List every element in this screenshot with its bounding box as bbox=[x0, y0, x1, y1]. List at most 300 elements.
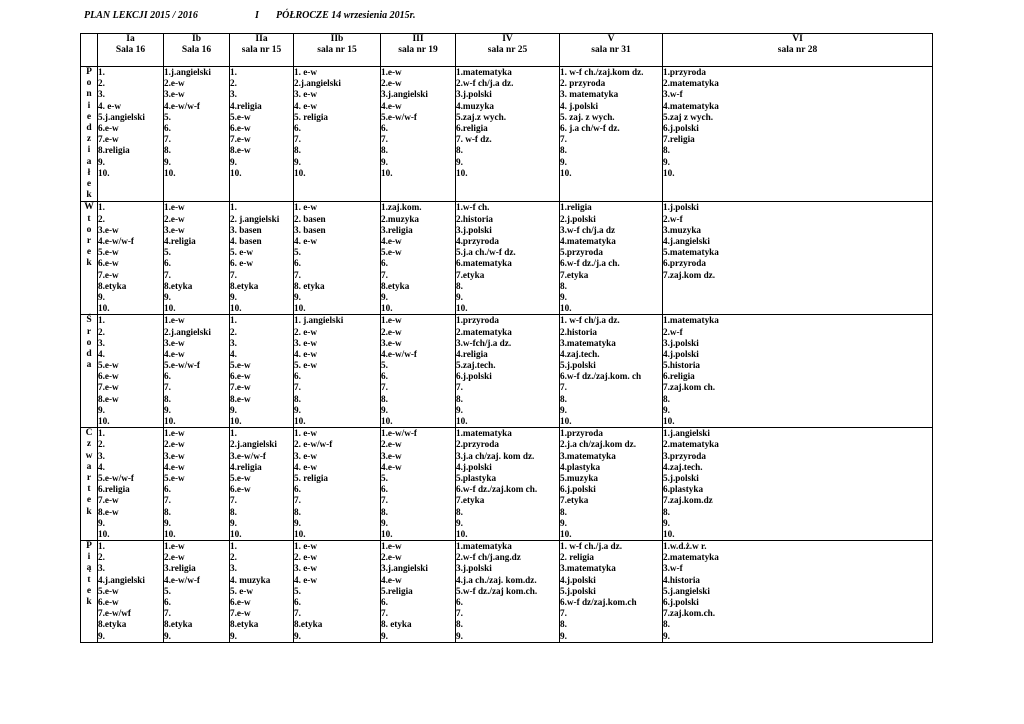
lesson-entry: 10. bbox=[663, 167, 675, 178]
lesson-entry: 7.e-w bbox=[98, 495, 119, 506]
schedule-cell bbox=[560, 541, 663, 643]
schedule-cell bbox=[98, 67, 164, 202]
lesson-entry: 1. e-w bbox=[294, 67, 317, 77]
lesson-entry: 10. bbox=[560, 167, 572, 178]
lesson-entry: 5.j.a ch./w-f dz. bbox=[456, 247, 516, 258]
lesson-entry: 4. e-w bbox=[98, 100, 121, 111]
lesson-entry: 7.etyka bbox=[560, 269, 589, 280]
class-header bbox=[164, 34, 230, 67]
day-letter: k bbox=[86, 597, 92, 608]
lesson-entry: 8. etyka bbox=[294, 280, 325, 291]
lesson-entry: 8.religia bbox=[98, 145, 130, 156]
class-header-row bbox=[81, 34, 933, 67]
lesson-entry: 2.e-w bbox=[164, 552, 185, 563]
lesson-entry: 9. bbox=[456, 404, 463, 415]
lesson-entry: 3. bbox=[230, 563, 237, 574]
lesson-entry: 9. bbox=[381, 517, 388, 528]
lesson-entry: 10. bbox=[230, 303, 242, 314]
lesson-entry: 1. j.angielski bbox=[294, 315, 344, 326]
lesson-entry: 6. bbox=[381, 597, 388, 607]
lesson-entry: 6.przyroda bbox=[663, 258, 706, 269]
lesson-entry: 5. bbox=[294, 247, 301, 258]
lesson-entry: 2. przyroda bbox=[560, 78, 606, 89]
timetable-body bbox=[81, 67, 933, 643]
lesson-entry: 9. bbox=[294, 517, 301, 528]
lesson-entry: 1.w-f ch. bbox=[456, 202, 490, 213]
lesson-entry: 9. bbox=[294, 291, 301, 302]
lesson-entry: 6.religia bbox=[456, 122, 488, 133]
lesson-entry: 5. e-w bbox=[230, 247, 253, 258]
lesson-entry: 3.religia bbox=[381, 224, 413, 235]
lesson-entry: 7. w-f dz. bbox=[456, 134, 492, 145]
day-label bbox=[81, 428, 98, 541]
lesson-entry: 2.j.a ch/zaj.kom dz. bbox=[560, 439, 637, 450]
lesson-entry: 8. bbox=[164, 145, 171, 156]
lesson-entry: 6.religia bbox=[663, 371, 695, 382]
day-letter: C bbox=[85, 428, 93, 439]
lesson-entry: 3. e-w bbox=[294, 563, 317, 574]
day-letter: k bbox=[86, 506, 92, 517]
lesson-entry: 4.e-w bbox=[164, 461, 185, 472]
lesson-entry: 7.etyka bbox=[560, 495, 589, 506]
day-letter: z bbox=[86, 439, 92, 450]
lesson-entry: 10. bbox=[560, 303, 572, 314]
lesson-entry: 3.e-w/w-f bbox=[230, 450, 266, 461]
lesson-entry: 9. bbox=[663, 404, 670, 415]
class-name: V bbox=[607, 34, 615, 44]
lesson-entry: 10. bbox=[98, 167, 110, 178]
day-letter: t bbox=[87, 213, 91, 224]
schedule-cell bbox=[98, 202, 164, 315]
lesson-entry: 1. w-f ch./j.a dz. bbox=[560, 541, 623, 552]
lesson-entry: 9. bbox=[98, 517, 105, 528]
lesson-entry: 5.e-w bbox=[230, 360, 251, 371]
timetable bbox=[80, 33, 933, 643]
class-room: Sala 16 bbox=[115, 45, 146, 55]
day-label bbox=[81, 202, 98, 315]
lesson-entry: 10. bbox=[663, 528, 675, 539]
class-header bbox=[230, 34, 294, 67]
lesson-entry: 10. bbox=[456, 416, 468, 426]
lesson-entry: 4. bbox=[98, 461, 105, 472]
lesson-entry: 3. bbox=[230, 89, 237, 100]
lesson-entry: 5.e-w/w-f bbox=[98, 472, 134, 483]
lesson-entry: 5.matematyka bbox=[663, 247, 719, 258]
lesson-entry: 9. bbox=[456, 630, 463, 641]
lesson-entry: 2.e-w bbox=[381, 326, 402, 337]
lesson-entry: 2. bbox=[98, 326, 105, 337]
lesson-entry: 9. bbox=[230, 404, 237, 415]
lesson-entry: 8. bbox=[381, 393, 388, 404]
lesson-entry: 3.przyroda bbox=[663, 450, 706, 461]
day-letter: W bbox=[84, 202, 94, 213]
lesson-entry: 7.zaj.kom.dz bbox=[663, 495, 713, 506]
lesson-entry: 9. bbox=[98, 404, 105, 415]
day-letter: e bbox=[86, 585, 92, 596]
lesson-entry: 4. e-w bbox=[294, 236, 317, 246]
lesson-entry: 8. bbox=[560, 619, 567, 630]
lesson-entry: 10. bbox=[381, 416, 393, 426]
lesson-entry: 3. bbox=[98, 450, 105, 461]
class-name: IV bbox=[502, 34, 513, 44]
lesson-entry: 4.zaj.tech. bbox=[663, 461, 703, 472]
lesson-entry: 9. bbox=[560, 404, 567, 415]
day-letter: o bbox=[86, 337, 92, 348]
lesson-entry: 5.e-w bbox=[381, 247, 402, 258]
lesson-entry: 4.j.a ch./zaj. kom.dz. bbox=[456, 574, 537, 585]
lesson-entry: 8. bbox=[560, 506, 567, 517]
lesson-entry: 4.e-w/w-f bbox=[381, 348, 417, 359]
lesson-entry: 2. bbox=[98, 78, 105, 89]
lesson-entry: 2. e-w bbox=[294, 552, 317, 563]
lesson-entry: 5. bbox=[381, 472, 388, 483]
lesson-entry: 6.w-f dz./j.a ch. bbox=[560, 258, 620, 269]
lesson-entry: 6.e-w bbox=[98, 258, 119, 269]
lesson-entry: 5. religia bbox=[294, 472, 329, 483]
lesson-entry: 7. bbox=[456, 608, 463, 619]
lesson-entry: 4.e-w/w-f bbox=[164, 574, 200, 585]
lesson-entry: 1.e-w bbox=[381, 541, 402, 552]
lesson-entry: 9. bbox=[663, 156, 670, 167]
class-room: sala nr 25 bbox=[487, 45, 528, 55]
lesson-entry: 1. bbox=[230, 428, 237, 439]
lesson-entry: 10. bbox=[230, 528, 242, 539]
day-letter: i bbox=[87, 552, 91, 563]
lesson-entry: 4.przyroda bbox=[456, 236, 499, 246]
lesson-entry: 8.etyka bbox=[230, 280, 259, 291]
lesson-entry: 7. bbox=[164, 608, 171, 619]
lesson-entry: 5.e-w bbox=[98, 585, 119, 596]
class-name: Ib bbox=[192, 34, 201, 44]
lesson-entry: 3. e-w bbox=[294, 89, 317, 100]
lesson-entry: 3. basen bbox=[294, 224, 326, 235]
lesson-entry: 2.e-w bbox=[381, 552, 402, 563]
lesson-entry: 10. bbox=[560, 528, 572, 539]
day-letter: w bbox=[85, 450, 93, 461]
lesson-entry: 7.zaj.kom.ch. bbox=[663, 608, 716, 619]
lesson-entry: 9. bbox=[456, 291, 463, 302]
lesson-entry: 3. e-w bbox=[294, 337, 317, 348]
day-letter: r bbox=[86, 473, 92, 483]
lesson-entry: 2.przyroda bbox=[456, 439, 499, 450]
lesson-entry: 4.religia bbox=[456, 348, 488, 359]
lesson-entry: 9. bbox=[560, 291, 567, 302]
lesson-entry: 2. e-w/w-f bbox=[294, 439, 333, 450]
lesson-entry: 5.religia bbox=[381, 585, 413, 596]
lesson-entry: 10. bbox=[230, 416, 242, 426]
lesson-entry: 2.w-f ch/j.a dz. bbox=[456, 78, 514, 89]
schedule-cell bbox=[456, 541, 560, 643]
lesson-entry: 2.matematyka bbox=[663, 552, 719, 563]
lesson-entry: 5. bbox=[381, 360, 388, 371]
lesson-entry: 3.matematyka bbox=[560, 563, 616, 574]
lesson-entry: 10. bbox=[164, 528, 176, 539]
lesson-entry: 4.religia bbox=[230, 100, 262, 111]
schedule-cell bbox=[663, 541, 933, 643]
day-letter: k bbox=[86, 258, 92, 269]
schedule-cell bbox=[456, 315, 560, 428]
day-letter: r bbox=[86, 236, 92, 247]
lesson-entry: 9. bbox=[230, 156, 237, 167]
schedule-cell bbox=[98, 541, 164, 643]
lesson-entry: 9. bbox=[164, 630, 171, 641]
lesson-entry: 6.j.polski bbox=[456, 371, 492, 382]
class-room: sala nr 28 bbox=[777, 45, 818, 55]
lesson-entry: 7. bbox=[294, 134, 301, 145]
lesson-entry: 9. bbox=[456, 517, 463, 528]
lesson-entry: 7.zaj.kom ch. bbox=[663, 382, 716, 393]
day-letter: P bbox=[86, 541, 92, 552]
lesson-entry: 2. bbox=[230, 78, 237, 89]
day-letter: o bbox=[86, 78, 92, 89]
lesson-entry: 4.j.angielski bbox=[663, 236, 710, 246]
schedule-cell bbox=[98, 315, 164, 428]
lesson-entry: 4.religia bbox=[230, 461, 262, 472]
lesson-entry: 4.j.polski bbox=[456, 461, 492, 472]
lesson-entry: 3.w-fch/j.a dz. bbox=[456, 337, 512, 348]
lesson-entry: 9. bbox=[164, 156, 171, 167]
lesson-entry: 6.e-w bbox=[230, 371, 251, 382]
day-row bbox=[81, 315, 933, 428]
lesson-entry: 2. basen bbox=[294, 213, 326, 224]
lesson-entry: 6. bbox=[294, 122, 301, 133]
lesson-entry: 6.w-f dz./zaj.kom. ch bbox=[560, 371, 642, 382]
lesson-entry: 3. bbox=[98, 89, 105, 100]
lesson-entry: 7. bbox=[381, 608, 388, 619]
lesson-entry: 9. bbox=[230, 291, 237, 302]
lesson-entry: 6. bbox=[381, 258, 388, 269]
lesson-entry: 3.e-w bbox=[164, 224, 185, 235]
lesson-entry: 4.plastyka bbox=[560, 461, 601, 472]
lesson-entry: 2.j.angielski bbox=[230, 439, 277, 450]
class-name: III bbox=[412, 34, 424, 44]
lesson-entry: 7. bbox=[381, 495, 388, 506]
lesson-entry: 8. bbox=[164, 393, 171, 404]
lesson-entry: 6.w-f dz./zaj.kom ch. bbox=[456, 484, 538, 495]
class-name: IIa bbox=[255, 34, 268, 44]
lesson-entry: 8.etyka bbox=[230, 619, 259, 630]
lesson-entry: 1.e-w bbox=[381, 67, 402, 77]
lesson-entry: 6. e-w bbox=[230, 258, 253, 269]
lesson-entry: 3.j.polski bbox=[456, 224, 492, 235]
day-label bbox=[81, 541, 98, 643]
lesson-entry: 8. bbox=[456, 619, 463, 630]
schedule-cell bbox=[294, 202, 381, 315]
lesson-entry: 9. bbox=[98, 630, 105, 641]
schedule-cell bbox=[560, 315, 663, 428]
lesson-entry: 8. bbox=[560, 145, 567, 156]
lesson-entry: 7. bbox=[164, 269, 171, 280]
lesson-entry: 10. bbox=[381, 303, 393, 314]
lesson-entry: 2.e-w bbox=[164, 439, 185, 450]
lesson-entry: 8. bbox=[663, 506, 670, 517]
semester-number: I bbox=[255, 10, 259, 21]
lesson-entry: 2.e-w bbox=[381, 439, 402, 450]
day-letter: e bbox=[86, 247, 92, 258]
lesson-entry: 5.e-w bbox=[164, 472, 185, 483]
schedule-cell bbox=[164, 202, 230, 315]
schedule-cell bbox=[560, 67, 663, 202]
lesson-entry: 10. bbox=[230, 167, 242, 178]
lesson-entry: 2. religia bbox=[560, 552, 595, 563]
lesson-entry: 6.e-w bbox=[230, 122, 251, 133]
day-letter: e bbox=[86, 111, 92, 122]
lesson-entry: 1.w.d.ż.w r. bbox=[663, 541, 707, 552]
lesson-entry: 3.j.polski bbox=[456, 89, 492, 100]
lesson-entry: 7. bbox=[381, 382, 388, 393]
lesson-entry: 9. bbox=[294, 404, 301, 415]
day-letter: ą bbox=[86, 563, 92, 574]
lesson-entry: 4.e-w bbox=[381, 461, 402, 472]
lesson-entry: 1.e-w bbox=[164, 315, 185, 326]
schedule-cell bbox=[294, 67, 381, 202]
lesson-entry: 5. bbox=[164, 585, 171, 596]
lesson-entry: 2. bbox=[98, 552, 105, 563]
lesson-entry: 4.muzyka bbox=[456, 100, 495, 111]
class-header bbox=[381, 34, 456, 67]
lesson-entry: 7. bbox=[294, 269, 301, 280]
lesson-entry: 3. bbox=[98, 563, 105, 574]
class-header bbox=[663, 34, 933, 67]
day-row bbox=[81, 67, 933, 202]
lesson-entry: 1. e-w bbox=[294, 541, 317, 552]
day-letter: a bbox=[86, 156, 92, 167]
lesson-entry: 2.matematyka bbox=[663, 439, 719, 450]
lesson-entry: 1.matematyka bbox=[456, 541, 512, 552]
lesson-entry: 10. bbox=[456, 303, 468, 314]
lesson-entry: 3.e-w bbox=[98, 224, 119, 235]
lesson-entry: 7.e-w bbox=[230, 382, 251, 393]
lesson-entry: 8. bbox=[294, 393, 301, 404]
lesson-entry: 1.przyroda bbox=[663, 67, 706, 77]
lesson-entry: 8.e-w bbox=[230, 393, 251, 404]
lesson-entry: 9. bbox=[381, 291, 388, 302]
lesson-entry: 2.historia bbox=[456, 213, 494, 224]
lesson-entry: 10. bbox=[164, 303, 176, 314]
lesson-entry: 10. bbox=[98, 303, 110, 314]
schedule-cell bbox=[164, 315, 230, 428]
lesson-entry: 6.religia bbox=[98, 484, 130, 495]
lesson-entry: 1. bbox=[98, 541, 105, 552]
lesson-entry: 2.w-f ch/j.ang.dz bbox=[456, 552, 521, 563]
lesson-entry: 3.e-w bbox=[381, 337, 402, 348]
class-room: Sala 16 bbox=[181, 45, 212, 55]
lesson-entry: 1. e-w bbox=[294, 202, 317, 213]
lesson-entry: 7.e-w bbox=[98, 382, 119, 393]
lesson-entry: 5.w-f dz./zaj kom.ch. bbox=[456, 585, 538, 596]
lesson-entry: 4. e-w bbox=[294, 574, 317, 585]
lesson-entry: 7. bbox=[381, 269, 388, 280]
lesson-entry: 5. zaj. z wych. bbox=[560, 111, 615, 122]
schedule-cell bbox=[381, 202, 456, 315]
schedule-cell bbox=[164, 67, 230, 202]
lesson-entry: 10. bbox=[164, 416, 176, 426]
lesson-entry: 6. bbox=[294, 371, 301, 382]
lesson-entry: 1.matematyka bbox=[663, 315, 719, 326]
lesson-entry: 3. basen bbox=[230, 224, 262, 235]
lesson-entry: 1. bbox=[98, 315, 105, 326]
lesson-entry: 4.j.angielski bbox=[98, 574, 145, 585]
day-letter: r bbox=[86, 326, 92, 337]
lesson-entry: 5.j.polski bbox=[663, 472, 699, 483]
day-row bbox=[81, 428, 933, 541]
day-letter: d bbox=[86, 348, 92, 359]
lesson-entry: 6.e-w bbox=[98, 597, 119, 607]
lesson-entry: 7. bbox=[294, 608, 301, 619]
lesson-entry: 1.j.angielski bbox=[164, 67, 211, 77]
lesson-entry: 2.j.angielski bbox=[294, 78, 341, 89]
lesson-entry: 4.j.polski bbox=[663, 348, 699, 359]
lesson-entry: 6. bbox=[164, 371, 171, 382]
lesson-entry: 10. bbox=[98, 528, 110, 539]
lesson-entry bbox=[663, 303, 932, 314]
lesson-entry: 9. bbox=[381, 630, 388, 641]
class-header bbox=[294, 34, 381, 67]
lesson-entry: 5.zaj z wych. bbox=[663, 111, 714, 122]
schedule-cell bbox=[381, 428, 456, 541]
lesson-entry: 4.religia bbox=[164, 236, 196, 246]
lesson-entry: 10. bbox=[98, 416, 110, 426]
lesson-entry: 7. bbox=[560, 608, 567, 619]
lesson-entry: 8. bbox=[294, 506, 301, 517]
lesson-entry: 8.e-w bbox=[98, 393, 119, 404]
lesson-entry: 1.zaj.kom. bbox=[381, 202, 422, 213]
lesson-entry: 8. bbox=[164, 506, 171, 517]
lesson-entry: 3. e-w bbox=[294, 450, 317, 461]
lesson-entry: 4.zaj.tech. bbox=[560, 348, 600, 359]
lesson-entry: 2. bbox=[98, 439, 105, 450]
lesson-entry: 10. bbox=[294, 528, 306, 539]
lesson-entry: 7.e-w bbox=[230, 608, 251, 619]
lesson-entry: 3. bbox=[230, 337, 237, 348]
lesson-entry: 3.matematyka bbox=[560, 337, 616, 348]
schedule-cell bbox=[164, 541, 230, 643]
lesson-entry: 4. j.polski bbox=[560, 100, 599, 111]
lesson-entry: 1. bbox=[230, 202, 237, 213]
lesson-entry: 9. bbox=[294, 156, 301, 167]
lesson-entry: 1. bbox=[230, 67, 237, 77]
day-row bbox=[81, 202, 933, 315]
schedule-cell bbox=[381, 67, 456, 202]
lesson-entry: 9. bbox=[98, 156, 105, 167]
lesson-entry: 4.e-w bbox=[381, 236, 402, 246]
lesson-entry: 6.e-w bbox=[98, 371, 119, 382]
lesson-entry: 6. bbox=[164, 122, 171, 133]
lesson-entry: 1.j.polski bbox=[663, 202, 699, 213]
lesson-entry: 4.matematyka bbox=[560, 236, 616, 246]
lesson-entry: 1. bbox=[98, 202, 105, 213]
schedule-cell bbox=[294, 315, 381, 428]
lesson-entry: 9. bbox=[294, 630, 301, 641]
lesson-entry: 5.e-w bbox=[230, 472, 251, 483]
lesson-entry: 6.plastyka bbox=[663, 484, 704, 495]
lesson-entry: 1.e-w bbox=[164, 428, 185, 439]
day-letter: P bbox=[86, 67, 92, 77]
lesson-entry: 7. bbox=[456, 382, 463, 393]
lesson-entry: 9. bbox=[98, 291, 105, 302]
class-name: Ia bbox=[126, 34, 135, 44]
lesson-entry: 1.e-w/w-f bbox=[381, 428, 417, 439]
lesson-entry: 6.e-w bbox=[98, 122, 119, 133]
lesson-entry: 6. bbox=[164, 258, 171, 269]
schedule-cell bbox=[294, 541, 381, 643]
lesson-entry: 4. e-w bbox=[294, 461, 317, 472]
lesson-entry: 4.e-w bbox=[164, 348, 185, 359]
lesson-entry: 9. bbox=[164, 404, 171, 415]
lesson-entry: 1.przyroda bbox=[456, 315, 499, 326]
schedule-cell bbox=[663, 315, 933, 428]
lesson-entry: 1. bbox=[98, 428, 105, 439]
